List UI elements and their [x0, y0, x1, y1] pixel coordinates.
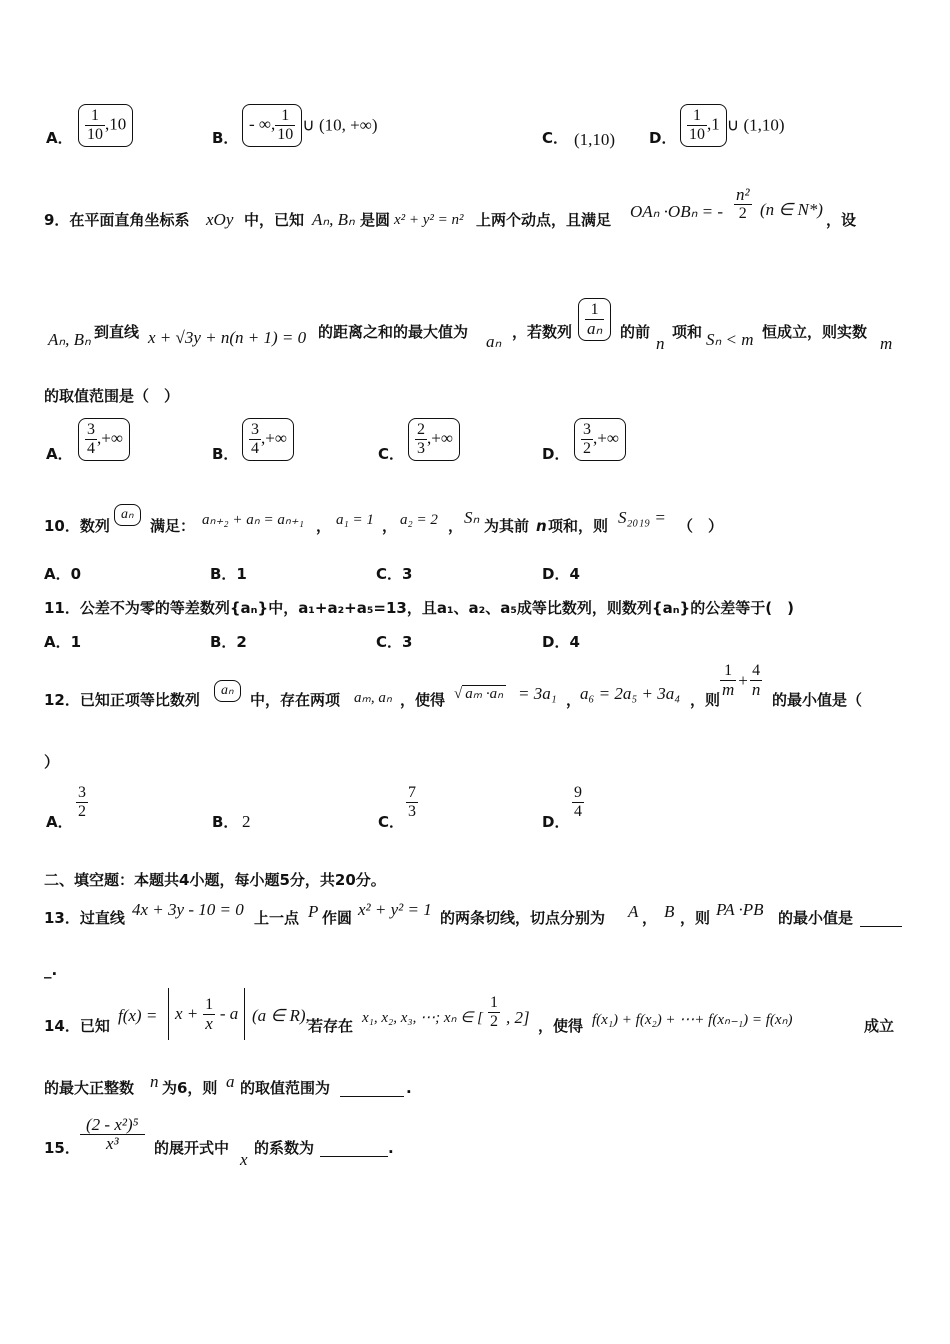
q9-option-b: $\frac{3}{4}$ ,+∞ [242, 418, 294, 461]
q9-option-a: $\frac{3}{4}$ ,+∞ [78, 418, 130, 461]
q14-answer-blank[interactable] [340, 1076, 404, 1097]
q12-close: ） [44, 753, 60, 771]
q14-line-2: 的最大正整数 n 为6，则 a 的取值范围为 . [44, 1072, 412, 1097]
q12-option-c: $\frac{7}{3}$ [408, 784, 416, 820]
q10-option-d: D．4 [542, 565, 580, 583]
q10-option-b: B．1 [210, 565, 247, 583]
q8-option-d-label: D． [649, 129, 677, 147]
q9-line-1: 9．在平面直角坐标系 xOy 中，已知 Aₙ, Bₙ 是圆 x² + y² = n² 上两个动点，且满足 OAₙ ·OBₙ = - $\frac{\text{n²}}{2}$ (n ∈ N*) ，设 [44, 185, 857, 229]
q10-option-c: C．3 [376, 565, 413, 583]
q12-options: A． $\frac{3}{2}$ B． 2 C． $\frac{7}{3}$ D． $\frac{9}{4}$ [46, 784, 582, 831]
q11-option-b: B．2 [210, 633, 247, 651]
q8-option-a-label: A． [46, 129, 73, 147]
q12-option-d: $\frac{9}{4}$ [574, 784, 582, 820]
q11-option-d: D．4 [542, 633, 580, 651]
q15-answer-blank[interactable] [320, 1136, 388, 1157]
q9-dot-product: OAₙ ·OBₙ = - [630, 202, 724, 221]
q10-option-a: A．0 [44, 565, 82, 583]
q12-stem: 12．已知正项等比数列 aₙ 中，存在两项 aₘ, aₙ ，使得 √ aₘ ·aₙ = 3a₁ ， a₆ = 2a₅ + 3a₄ ，则 $\frac{1}{m}$ + $\frac{4}{n}$ 的最小值是（ [44, 662, 863, 709]
q13-answer-blank[interactable] [860, 906, 902, 927]
q13-cont: _. [44, 961, 58, 979]
q9-option-d: $\frac{3}{2}$ ,+∞ [574, 418, 626, 461]
q13-stem: 13．过直线 4x + 3y - 10 = 0 上一点 P 作圆 x² + y² = 1 的两条切线，切点分别为 A ， B ，则 PA ·PB 的最小值是 [44, 896, 924, 932]
q11-stem: 11．公差不为零的等差数列{aₙ}中，a₁+a₂+a₅=13，且a₁、a₂、a₅成等比数列，则数列{aₙ}的公差等于( ) [44, 599, 794, 617]
q8-options [44, 104, 924, 152]
q9-circle: x² + y² = n² [394, 212, 464, 228]
q9-line-3: 的取值范围是（ ） [44, 387, 180, 405]
q14-stem: 14．已知 f(x) = x + $\frac{1}{x}$ - a (a ∈ R), 若存在 x₁, x₂, x₃, ⋯; xₙ ∈ [ $\frac{1}{2}$ , 2] ，使得 f(x₁) + f(x₂) + ⋯+ f(xₙ₋₁) = f(xₙ) 成立 [44, 988, 924, 1048]
q10-stem: 10．数列 aₙ 满足： aₙ₊₂ + aₙ = aₙ₊₁ ， a₁ = 1 ， a₂ = 2 ， Sₙ 为其前 n 项和，则 S₂₀₁₉ = （ ） [44, 504, 924, 540]
section-2-heading: 二、填空题：本题共4小题，每小题5分，共20分。 [44, 871, 386, 889]
q8-option-c-label: C． [542, 129, 569, 147]
q9-line-eq: x + √3y + n(n + 1) = 0 [148, 328, 307, 347]
q8-option-d: $\frac{1}{10}$ ,1 ∪ (1,10) [680, 104, 785, 147]
q9-prefix: 9．在平面直角坐标系 [44, 211, 190, 229]
q8-option-b: - ∞, $\frac{1}{10}$ ∪ (10, +∞) [242, 104, 378, 147]
q8-option-a: $\frac{1}{10}$ ,10 [78, 104, 133, 147]
q9-options: A． $\frac{3}{4}$ ,+∞ B． $\frac{3}{4}$ ,+∞ C． $\frac{2}{3}$ ,+∞ D． $\frac{3}{2}$ ,+∞ [44, 418, 924, 470]
q9-line-2: Aₙ, Bₙ 到直线 x + √3y + n(n + 1) = 0 的距离之和的最大值为 aₙ ，若数列 $\frac{1}{\text{aₙ}}$ 的前 n 项和 Sₙ < m 恒成立，则实数 m [44, 296, 924, 356]
q15-stem: 15． $\frac{\text{(2 - x²)⁵}}{\text{x³}}$ 的展开式中 x 的系数为 . [44, 1115, 394, 1169]
q9-option-c: $\frac{2}{3}$ ,+∞ [408, 418, 460, 461]
q12-option-b: 2 [242, 812, 251, 831]
q9-coord: xOy [206, 210, 234, 229]
q12-option-a: $\frac{3}{2}$ [78, 784, 86, 820]
q11-option-a: A．1 [44, 633, 82, 651]
q8-option-b-label: B． [212, 129, 239, 147]
q11-option-c: C．3 [376, 633, 413, 651]
q8-option-c: (1,10) [574, 130, 616, 149]
